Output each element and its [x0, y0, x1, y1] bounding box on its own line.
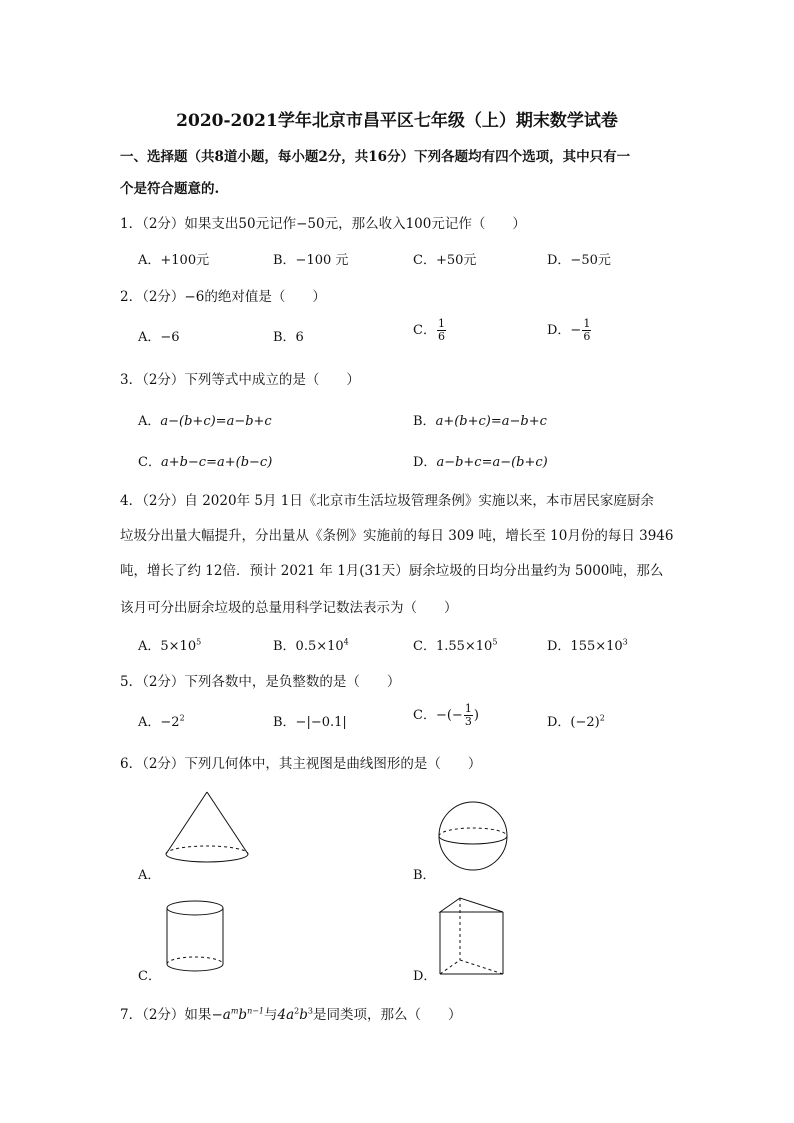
cylinder-figure	[164, 898, 226, 978]
q5-option-a-base: A．−2	[138, 715, 180, 730]
frac-den: 6	[583, 330, 591, 343]
section-header-line2: 个是符合题意的.	[120, 181, 220, 197]
q3-option-c-expr: a+b−c=a+(b−c)	[160, 455, 273, 470]
q2-option-c-label: C．	[413, 323, 436, 338]
q6-option-a: A．	[138, 868, 161, 883]
q4-option-c-exp: 5	[492, 637, 498, 647]
q1-option-a: A．+100元	[138, 253, 210, 268]
q7-term1-sup2: n−1	[247, 1006, 265, 1016]
q5-option-d	[547, 711, 605, 730]
q5-option-d-exp: 2	[599, 713, 605, 723]
q3-option-b-expr: a+(b+c)=a−b+c	[435, 414, 547, 429]
q6-option-c: C．	[138, 969, 161, 984]
frac-num: 1	[437, 317, 445, 330]
frac-den: 3	[464, 715, 472, 728]
q3-option-c-label: C．	[138, 455, 161, 470]
q6-stem: 6．（2分）下列几何体中，其主视图是曲线图形的是（ ）	[120, 756, 482, 772]
q7-term2-sup1: 2	[294, 1006, 300, 1016]
fraction	[582, 318, 591, 343]
q4-option-a-base: A．5×10	[138, 639, 197, 654]
q4-line3: 吨，增长了约 12倍．预计 2021 年 1月(31天）厨余垃圾的日均分出量约为 5000吨，那么	[120, 563, 664, 579]
q3-option-b	[413, 410, 547, 429]
q2-option-c	[413, 318, 447, 343]
q5-option-c	[413, 703, 479, 728]
q4-option-d-base: D．155×10	[547, 639, 623, 654]
q3-option-a-expr: a−(b+c)=a−b+c	[160, 414, 272, 429]
q7-mid: 与	[264, 1007, 278, 1023]
fraction	[464, 703, 473, 728]
cone-figure	[162, 790, 252, 870]
q2-option-b: B．6	[273, 330, 304, 345]
frac-num: 1	[464, 702, 472, 715]
triangular-prism-figure	[437, 896, 507, 978]
q7-term2-mid: b	[299, 1007, 308, 1023]
q4-option-b	[273, 635, 349, 654]
q4-option-d-exp: 3	[622, 637, 628, 647]
q7-suffix: 是同类项，那么（ ）	[313, 1007, 462, 1023]
q5-option-a-exp: 2	[179, 713, 185, 723]
q7-stem	[120, 1003, 462, 1023]
q3-option-a	[138, 410, 272, 429]
q4-option-b-base: B．0.5×10	[273, 639, 344, 654]
q4-option-a	[138, 635, 201, 654]
q5-option-b: B．−|−0.1|	[273, 715, 347, 730]
q4-line2: 垃圾分出量大幅提升，分出量从《条例》实施前的每日 309 吨，增长至 10月份的每日 3946	[120, 528, 674, 544]
q4-line1: 4．（2分）自 2020年 5月 1日《北京市生活垃圾管理条例》实施以来，本市居民家庭厨余	[120, 493, 654, 509]
q1-option-b: B．−100 元	[273, 253, 349, 268]
q3-option-b-label: B．	[413, 414, 436, 429]
q3-option-a-label: A．	[138, 414, 161, 429]
q4-option-c	[413, 635, 497, 654]
q4-line4: 该月可分出厨余垃圾的总量用科学记数法表示为（ ）	[120, 600, 458, 616]
q2-stem: 2．（2分）−6的绝对值是（ ）	[120, 289, 326, 305]
q4-option-b-exp: 4	[343, 637, 349, 647]
q2-option-d	[547, 318, 592, 343]
q1-stem: 1．（2分）如果支出50元记作−50元，那么收入100元记作（ ）	[120, 216, 526, 232]
q7-term2: 4a	[277, 1007, 295, 1023]
q1-option-c: C．+50元	[413, 253, 477, 268]
q4-option-a-exp: 5	[196, 637, 202, 647]
q3-option-d	[413, 451, 548, 470]
q6-option-b: B．	[413, 868, 436, 883]
q7-term1: −a	[211, 1007, 231, 1023]
q3-option-c	[138, 451, 272, 470]
q3-stem: 3．（2分）下列等式中成立的是（ ）	[120, 372, 360, 388]
page-title: 2020-2021学年北京市昌平区七年级（上）期末数学试卷	[176, 111, 618, 131]
q4-option-d	[547, 635, 628, 654]
sphere-figure	[437, 800, 509, 872]
q5-stem: 5．（2分）下列各数中，是负整数的是（ ）	[120, 674, 401, 690]
q3-option-d-label: D．	[413, 455, 437, 470]
q1-option-d: D．−50元	[547, 253, 611, 268]
q7-term1-sup1: m	[230, 1006, 239, 1016]
q5-option-a	[138, 711, 185, 730]
frac-den: 6	[437, 330, 445, 343]
q2-option-d-label: D．−	[547, 323, 582, 338]
q7-term1-mid: b	[238, 1007, 248, 1023]
q7-prefix: 7．（2分）如果	[120, 1007, 212, 1023]
q5-option-d-base: D．(−2)	[547, 715, 600, 730]
q2-option-a: A．−6	[138, 330, 180, 345]
q7-term2-sup2: 3	[307, 1006, 313, 1016]
q6-option-d: D．	[413, 969, 437, 984]
q5-option-c-label: C．−(−	[413, 708, 463, 723]
section-header-line1: 一、选择题（共8道小题，每小题2分，共16分）下列各题均有四个选项，其中只有一	[120, 149, 631, 165]
fraction	[437, 318, 446, 343]
q4-option-c-base: C．1.55×10	[413, 639, 493, 654]
frac-num: 1	[583, 317, 591, 330]
q5-option-c-close: )	[473, 708, 479, 723]
q3-option-d-expr: a−b+c=a−(b+c)	[436, 455, 548, 470]
